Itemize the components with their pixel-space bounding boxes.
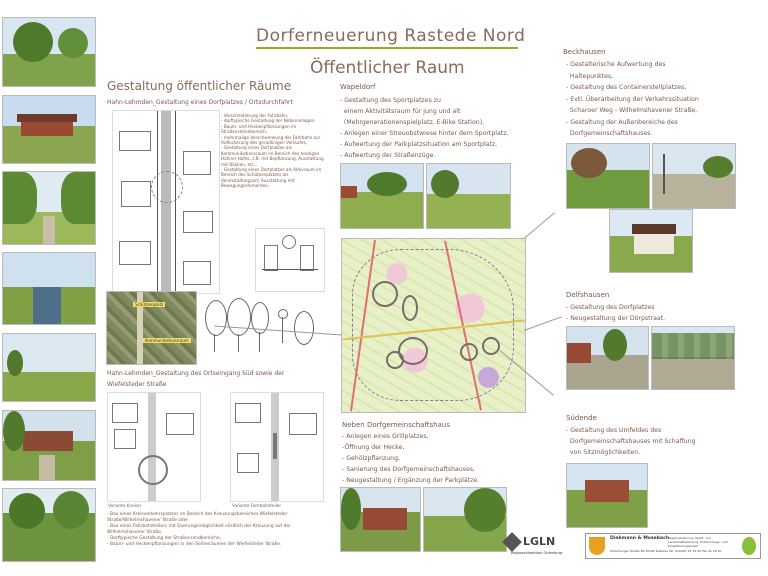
plan1-caption: Hahn-Lehmden_Gestaltung eines Dorfplatzes / Ortsdurchfahrt xyxy=(107,99,293,106)
company-logo-icon xyxy=(742,537,756,555)
map-label-schuetzenplatz: Schützenplatz xyxy=(135,302,164,307)
delfshausen-item: - Neugestaltung der Dörpstraat. xyxy=(566,315,666,322)
dgh-item: - Sanierung des Dorfgemeinschaftshauses, xyxy=(342,466,475,473)
photo-dgh-1 xyxy=(340,487,421,552)
plan2-notes-item: - Dorftypische Gestaltung der Straßenrandbereiche, xyxy=(107,536,222,541)
dgh-item: - Neugestaltung / Ergänzung der Parkplätze. xyxy=(342,477,480,484)
suedende-item: - Gestaltung des Umfeldes des xyxy=(566,427,662,434)
lgln-subtitle: Regionaldirektion Oldenburg xyxy=(511,551,563,555)
variant-islands-label: Variante Fahrbahnteiler xyxy=(232,503,282,508)
wapeldorf-item: einem Aktivitätsraum für jung und alt xyxy=(340,108,461,115)
section-title-delfshausen: Delfshausen xyxy=(566,291,610,299)
page-subtitle: Öffentlicher Raum xyxy=(310,58,465,78)
marker-beckhausen xyxy=(402,295,418,321)
wapeldorf-item: - Anlegen einer Streuobstwiese hinter dem Sportplatz, xyxy=(340,130,509,137)
variant-roundabout-label: Variante Kreisel xyxy=(108,503,141,508)
beckhausen-item: - Gestalterische Aufwertung des xyxy=(566,61,666,68)
wapeldorf-item: - Aufwertung der Straßenzüge. xyxy=(340,152,436,159)
dgh-items xyxy=(342,431,522,486)
photo-beckhausen-2 xyxy=(652,143,736,209)
photo-wapeldorf-sportplatz-1 xyxy=(340,163,424,229)
section-title-beckhausen: Beckhausen xyxy=(563,48,606,56)
photo-field xyxy=(2,333,96,402)
suedende-items xyxy=(566,425,756,458)
page-title: Dorferneuerung Rastede Nord xyxy=(256,26,526,46)
lgln-logo-block xyxy=(505,533,565,559)
photo-farmhouse xyxy=(2,410,96,481)
marker-delfshausen xyxy=(386,351,404,369)
beckhausen-item: - Gestaltung der Außenbereiche des xyxy=(566,118,678,126)
section-title-wapeldorf: Wapeldorf xyxy=(340,83,376,91)
photo-delfshausen-2 xyxy=(651,326,735,390)
lgln-logo-text: LGLN xyxy=(523,535,556,548)
plan2-notes-item: - Bau eines Fahrbahnteilers mit Querungsmöglichkeit nördlich der Kreuzung auf der Wilhelmshavener Straße, xyxy=(107,524,291,535)
plan2-notes-item: - Baum- und Heckenpflanzungen in den Seitenräumen der Wiefelsteder Straße. xyxy=(107,542,282,547)
plan2-notes xyxy=(107,512,322,548)
beckhausen-item: - Evtl. Überarbeitung der Verkehrssituation xyxy=(566,95,699,103)
dgh-item: - Anlegen eines Grillplatzes, xyxy=(342,433,429,440)
photo-village-trees xyxy=(2,17,96,87)
section-title-public-spaces: Gestaltung öffentlicher Räume xyxy=(107,79,292,93)
marker-east xyxy=(482,337,500,355)
wapeldorf-item: - Gestaltung des Sportplatzes zu xyxy=(340,97,441,104)
wapeldorf-item: (Mehrgenerationenspielplatz, E-Bike Station), xyxy=(340,119,485,126)
photo-delfshausen-1 xyxy=(566,326,649,390)
beckhausen-item: Dorfgemeinschaftshauses. xyxy=(566,130,653,137)
company-box xyxy=(585,533,761,559)
marker-suedende xyxy=(460,343,478,361)
lgln-logo-icon xyxy=(502,532,522,552)
beckhausen-item: Scharoer Weg - Wilhelmshavener Straße, xyxy=(566,107,698,114)
delfshausen-items xyxy=(566,302,756,324)
section-title-suedende: Südende xyxy=(566,414,597,422)
photo-park xyxy=(2,488,96,562)
suedende-item: Dorfgemeinschaftshauses mit Schaffung xyxy=(566,438,696,445)
company-address: Oldenburger Straße 86 26180 Rastede Tel. (04402) 91 16 30 Fax 91 16 40 xyxy=(610,549,722,553)
street-section-drawing xyxy=(255,228,325,292)
plan1-notes-item: - Verschmälerung der Fahrbahn, xyxy=(221,113,289,118)
plan1-notes xyxy=(221,113,325,189)
plan1-notes-item: - Gestaltung eines Dorfplatzes als Kommunikationsraum im Bereich des heutigen Hahner Hofes, z.B. mit Bepflanzung, Ausstattung mit Bänken, etc., xyxy=(221,145,324,167)
map-label-kommunikationsraum: Kommunikationsraum xyxy=(145,338,189,343)
municipal-crest-icon xyxy=(589,537,605,555)
marker-wapeldorf xyxy=(372,281,398,307)
plan2-caption: Hahn-Lehmden_Gestaltung des Ortseingang Süd sowie der Wiefelsteder Straße xyxy=(107,370,285,388)
plan1-notes-item: - Gestaltung eines Dorfplatzes als Aktivraum im Bereich des Schützenplatzes als Veranstaltungsort, Ausstattung mit Bewegungselementen. xyxy=(221,167,322,189)
plan1-notes-item: - Baum- und Heckenpflanzungen im Straßenseitenbereich, xyxy=(221,123,297,135)
beckhausen-items xyxy=(566,59,756,140)
photo-suedende-dgh xyxy=(566,463,648,528)
section-title-dgh: Neben Dorfgemeinschaftshaus xyxy=(342,421,450,429)
overview-map xyxy=(341,238,526,413)
plan1-notes-item: - dorftypische Gestaltung der Nebenanlagen, xyxy=(221,118,316,124)
suedende-item: von Sitzmöglichkeiten. xyxy=(566,449,641,456)
dgh-item: -Öffnung der Hecke, xyxy=(342,444,405,451)
plan-variant-islands xyxy=(230,392,324,502)
connector-line xyxy=(524,212,555,238)
wapeldorf-items xyxy=(340,95,540,161)
photo-beckhausen-1 xyxy=(566,143,650,209)
photo-tree-avenue xyxy=(2,171,96,245)
photo-dgh-2 xyxy=(423,487,507,552)
wapeldorf-item: - Aufwertung der Parkplatzsituation am Sportplatz, xyxy=(340,141,498,148)
company-name: Diekmann & Mosebach xyxy=(610,536,670,541)
plan-ortsdurchfahrt xyxy=(112,110,220,294)
aerial-photo-hahn-lehmden xyxy=(106,291,197,365)
photo-brick-house xyxy=(2,95,96,164)
beckhausen-item: Haltepunktes, xyxy=(566,72,614,80)
photo-canal xyxy=(2,252,96,325)
plan1-notes-item: - mehrmalige Verschwenkung der Fahrbahn zur Auflockerung des geradlinigen Verlaufes, xyxy=(221,134,321,146)
plan2-notes-item: - Bau eines Kreisverkehrsplatzes im Bereich des Kreuzungsbereiches Wiefelsteder Straße/Wilhelmshavener Straße oder xyxy=(107,512,288,523)
connector-line xyxy=(524,316,562,331)
plan-variant-roundabout xyxy=(107,392,201,502)
dgh-item: - Gehölzpflanzung, xyxy=(342,455,400,462)
delfshausen-item: - Gestaltung des Dorfplatzes xyxy=(566,304,655,311)
company-description: Regionalplanung, Stadt- und Landschaftsplanung, Entwicklungs- und Projektmanagement xyxy=(668,536,728,548)
photo-beckhausen-dgh xyxy=(609,209,693,273)
title-underline xyxy=(256,47,518,49)
photo-wapeldorf-sportplatz-2 xyxy=(426,163,511,229)
beckhausen-item: - Gestaltung des Containerstellplatzes, xyxy=(566,84,687,91)
